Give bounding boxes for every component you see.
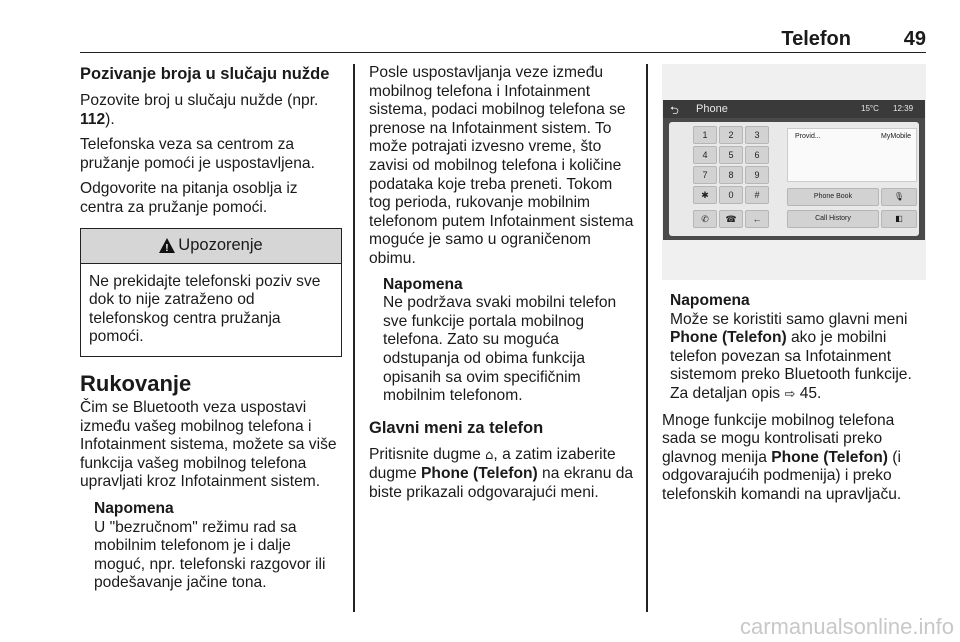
- key: 6: [745, 146, 769, 164]
- section-heading: Glavni meni za telefon: [369, 418, 544, 437]
- screen-frame: [663, 100, 925, 240]
- column-3: [662, 292, 926, 512]
- reference-arrow-icon: ⇨: [784, 386, 796, 402]
- note-text: Može se koristiti samo glavni meni: [670, 310, 908, 328]
- text: Pozovite broj u slučaju nužde (npr.: [80, 92, 319, 109]
- note: [670, 292, 926, 405]
- note-title: Napomena: [383, 275, 463, 293]
- call-history-button: Call History: [787, 210, 879, 228]
- paragraph: Čim se Bluetooth veza uspostavi između vašeg mobilnog telefona i Infotainment sistema, možete sa više funkcija vašeg mobilnog telefona upravljati kroz Infotainment sistem.: [80, 398, 337, 491]
- provider-panel: [787, 128, 917, 182]
- note-text: ako je mobilni telefon povezan sa Infotainment sistemom preko Bluetooth funkcije. Za detaljan opis: [670, 329, 912, 402]
- key: 8: [719, 166, 743, 184]
- paragraph: Telefonska veza sa centrom za pružanje pomoći je uspostavljena.: [80, 136, 315, 172]
- emergency-number: 112: [80, 110, 106, 128]
- infotainment-screen: [662, 100, 926, 304]
- bold-term: Phone (Telefon): [771, 448, 888, 466]
- watermark: carmanualsonline.info: [739, 614, 954, 639]
- phone-panel: [669, 122, 919, 236]
- column-1: [80, 64, 342, 593]
- key: ✱: [693, 186, 717, 204]
- key: #: [745, 186, 769, 204]
- note: [94, 500, 342, 593]
- volume-icon: ◧: [881, 210, 917, 228]
- text: na ekranu da biste prikazali odgovarajući meni.: [369, 465, 634, 501]
- paragraph: [80, 92, 342, 129]
- page-header: [80, 24, 926, 53]
- header-title: Telefon: [781, 28, 851, 50]
- note-title: Napomena: [94, 499, 174, 517]
- screen-illustration: [662, 64, 926, 280]
- page-number: 49: [903, 28, 926, 50]
- note-title: Napomena: [670, 292, 750, 309]
- note: [383, 276, 635, 406]
- warning-box: [80, 228, 342, 357]
- text: ).: [105, 110, 115, 128]
- backspace-icon: ←: [745, 210, 769, 228]
- text: Mnoge funkcije mobilnog telefona sada se mogu kontrolisati preko glavnog menija: [662, 411, 895, 466]
- column-divider: [353, 64, 355, 612]
- note-text: U "bezručnom" režimu rad sa mobilnim telefonom je i dalje moguć, npr. telefonski razgovor ili podešavanje jačine tona.: [94, 518, 326, 592]
- column-divider: [646, 64, 648, 612]
- text: , a zatim izaberite dugme: [369, 445, 616, 483]
- bold-term: Phone (Telefon): [670, 329, 787, 347]
- paragraph: [662, 412, 926, 505]
- key: 7: [693, 166, 717, 184]
- text: Pritisnite dugme: [369, 445, 481, 463]
- key: 3: [745, 126, 769, 144]
- key: 0: [719, 186, 743, 204]
- clock: 12:39: [893, 104, 914, 113]
- warning-title: Upozorenje: [178, 236, 263, 255]
- key: 5: [719, 146, 743, 164]
- bold-term: Phone (Telefon): [421, 465, 538, 483]
- screen-title: Phone: [696, 103, 728, 115]
- provider-right: MyMobile: [881, 133, 911, 140]
- page-reference: 45.: [799, 384, 822, 402]
- phone-book-button: Phone Book: [787, 188, 879, 206]
- section-heading: Pozivanje broja u slučaju nužde: [80, 65, 330, 83]
- paragraph: [369, 446, 635, 503]
- section-title: Rukovanje: [80, 370, 192, 396]
- home-icon: ⌂: [485, 447, 494, 463]
- text: (i odgovarajućih podmenija) i preko telefonskih komandi na upravljaču.: [662, 448, 902, 503]
- warning-icon: [159, 238, 175, 253]
- screen-topbar: [663, 100, 925, 118]
- temperature: 15°C: [861, 104, 879, 113]
- paragraph: Posle uspostavljanja veze između mobilnog telefona i Infotainment sistema, podaci mobilnog telefona se prenose na Infotainment sistem. To može potrajati izvesno vreme, što zavisi od mobilnog telefona i količine podataka koje treba preneti. Tokom tog perioda, rukovanje mobilnim telefonom putem Infotainment sistema moguće je samo u ograničenom obimu.: [369, 64, 634, 267]
- warning-header: [81, 229, 341, 264]
- back-icon: ⮌: [670, 105, 679, 117]
- hangup-icon: ☎: [719, 210, 743, 228]
- warning-text: Ne prekidajte telefonski poziv sve dok to nije zatraženo od telefonskog centra pružanja pomoći.: [89, 272, 321, 346]
- paragraph: Odgovorite na pitanja osoblja iz centra za pružanje pomoći.: [80, 180, 298, 216]
- provider-left: Provid...: [795, 133, 821, 140]
- mic-mute-icon: 🎙: [881, 188, 917, 206]
- column-2: [369, 64, 635, 509]
- key: 2: [719, 126, 743, 144]
- key: 1: [693, 126, 717, 144]
- key: 4: [693, 146, 717, 164]
- call-icon: ✆: [693, 210, 717, 228]
- key: 9: [745, 166, 769, 184]
- note-text: Ne podržava svaki mobilni telefon sve funkcije portala mobilnog telefona. Zato su moguća odstupanja od obima funkcija opisanih sa ovim specifičnim mobilnim telefonom.: [383, 294, 617, 405]
